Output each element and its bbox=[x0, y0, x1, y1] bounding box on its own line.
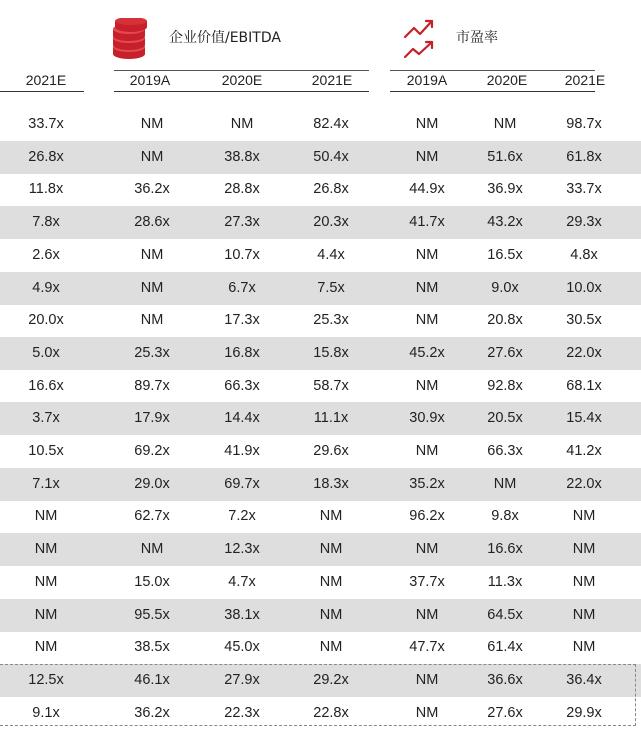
table-row bbox=[0, 173, 641, 206]
table-cell: 29.3x bbox=[566, 214, 602, 231]
table-row bbox=[0, 141, 641, 174]
table-cell: 16.6x bbox=[487, 541, 523, 558]
table-cell: 29.6x bbox=[313, 443, 349, 459]
table-row bbox=[0, 370, 641, 403]
table-cell: 15.0x bbox=[134, 573, 170, 590]
table-row bbox=[0, 108, 641, 141]
table-cell: NM bbox=[34, 508, 58, 525]
table-cell: 4.8x bbox=[570, 246, 598, 263]
table-cell: NM bbox=[572, 541, 596, 558]
col-header: 2021E bbox=[311, 72, 353, 88]
table-cell: NM bbox=[415, 279, 439, 296]
table-cell: 7.8x bbox=[32, 214, 60, 231]
table-cell: 36.4x bbox=[566, 671, 602, 688]
table-cell: 20.5x bbox=[487, 410, 523, 427]
table-row bbox=[0, 239, 641, 272]
header-rule bbox=[0, 91, 84, 92]
table-cell: 27.6x bbox=[487, 344, 523, 361]
table-cell: 45.2x bbox=[409, 344, 445, 361]
table-cell: 36.9x bbox=[487, 181, 523, 198]
table-row bbox=[0, 435, 641, 468]
table-cell: NM bbox=[415, 116, 439, 132]
table-cell: 29.2x bbox=[313, 671, 349, 688]
table-cell: 98.7x bbox=[566, 116, 602, 132]
col-header: 2020E bbox=[221, 72, 263, 88]
table-cell: 4.4x bbox=[317, 246, 345, 263]
table-row bbox=[0, 533, 641, 566]
table-cell: 11.1x bbox=[313, 410, 349, 427]
table-cell: 7.2x bbox=[228, 508, 256, 525]
table-cell: 7.5x bbox=[317, 279, 345, 296]
table-cell: 36.2x bbox=[134, 704, 170, 721]
table-cell: NM bbox=[319, 541, 343, 558]
table-cell: NM bbox=[493, 475, 517, 492]
table-row bbox=[0, 402, 641, 435]
table-cell: 22.3x bbox=[224, 704, 260, 721]
table-cell: 41.9x bbox=[224, 443, 260, 459]
table-cell: 12.3x bbox=[224, 541, 260, 558]
table-cell: NM bbox=[415, 148, 439, 165]
table-cell: 41.7x bbox=[409, 214, 445, 231]
table-cell: 15.4x bbox=[566, 410, 602, 427]
table-cell: 4.9x bbox=[32, 279, 60, 296]
table-cell: 6.7x bbox=[228, 279, 256, 296]
table-cell: NM bbox=[319, 573, 343, 590]
table-cell: 4.7x bbox=[228, 573, 256, 590]
table-cell: 38.8x bbox=[224, 148, 260, 165]
table-cell: 18.3x bbox=[313, 475, 349, 492]
table-cell: 89.7x bbox=[134, 377, 170, 394]
table-cell: NM bbox=[572, 573, 596, 590]
table-cell: NM bbox=[415, 443, 439, 459]
table-cell: NM bbox=[415, 541, 439, 558]
table-cell: 17.9x bbox=[134, 410, 170, 427]
table-cell: 33.7x bbox=[566, 181, 602, 198]
table-cell: 27.6x bbox=[487, 704, 523, 721]
table-cell: 82.4x bbox=[313, 116, 349, 132]
table-cell: NM bbox=[572, 606, 596, 623]
ev-ebitda-title: 企业价值/EBITDA bbox=[169, 30, 281, 46]
table-cell: 26.8x bbox=[313, 181, 349, 198]
table-cell: 26.8x bbox=[28, 148, 64, 165]
header-rule bbox=[390, 91, 595, 92]
ev-group-rule bbox=[114, 70, 369, 71]
trend-arrows-icon bbox=[402, 17, 442, 61]
table-cell: 28.8x bbox=[224, 181, 260, 198]
table-cell: NM bbox=[493, 116, 517, 132]
table-cell: 11.3x bbox=[487, 573, 523, 590]
table-cell: 37.7x bbox=[409, 573, 445, 590]
table-cell: 25.3x bbox=[134, 344, 170, 361]
table-cell: 29.0x bbox=[134, 475, 170, 492]
table-cell: 43.2x bbox=[487, 214, 523, 231]
table-row bbox=[0, 468, 641, 501]
table-cell: 96.2x bbox=[409, 508, 445, 525]
col-header: 2019A bbox=[129, 72, 171, 88]
table-cell: NM bbox=[319, 639, 343, 656]
table-cell: 58.7x bbox=[313, 377, 349, 394]
table-cell: 35.2x bbox=[409, 475, 445, 492]
table-cell: NM bbox=[140, 312, 164, 329]
table-cell: 2.6x bbox=[32, 246, 60, 263]
header-rule bbox=[114, 91, 369, 92]
table-cell: NM bbox=[140, 246, 164, 263]
table-cell: 16.8x bbox=[224, 344, 260, 361]
table-cell: 16.5x bbox=[487, 246, 523, 263]
table-cell: 20.0x bbox=[28, 312, 64, 329]
table-cell: 69.2x bbox=[134, 443, 170, 459]
table-cell: 9.0x bbox=[491, 279, 519, 296]
table-row bbox=[0, 500, 641, 533]
table-cell: NM bbox=[415, 377, 439, 394]
table-row bbox=[0, 631, 641, 664]
table-cell: 30.9x bbox=[409, 410, 445, 427]
table-cell: 33.7x bbox=[28, 116, 64, 132]
table-cell: 64.5x bbox=[487, 606, 523, 623]
table-cell: NM bbox=[572, 639, 596, 656]
table-cell: 20.8x bbox=[487, 312, 523, 329]
table-cell: 9.1x bbox=[32, 704, 60, 721]
table-cell: NM bbox=[415, 246, 439, 263]
col-header: 2021E bbox=[564, 72, 606, 88]
table-cell: 50.4x bbox=[313, 148, 349, 165]
col-header: 2019A bbox=[406, 72, 448, 88]
table-cell: 30.5x bbox=[566, 312, 602, 329]
table-cell: NM bbox=[415, 312, 439, 329]
table-cell: NM bbox=[319, 508, 343, 525]
table-cell: 46.1x bbox=[134, 671, 170, 688]
pe-group-rule bbox=[390, 70, 595, 71]
table-cell: NM bbox=[34, 606, 58, 623]
table-cell: 17.3x bbox=[224, 312, 260, 329]
table-cell: 69.7x bbox=[224, 475, 260, 492]
coin-stack-icon bbox=[106, 18, 154, 60]
table-cell: 95.5x bbox=[134, 606, 170, 623]
table-cell: NM bbox=[572, 508, 596, 525]
table-cell: 68.1x bbox=[566, 377, 602, 394]
table-cell: NM bbox=[34, 541, 58, 558]
table-cell: 44.9x bbox=[409, 181, 445, 198]
table-cell: NM bbox=[34, 639, 58, 656]
table-cell: 41.2x bbox=[566, 443, 602, 459]
table-cell: 10.0x bbox=[566, 279, 602, 296]
table-cell: NM bbox=[140, 116, 164, 132]
table-cell: 3.7x bbox=[32, 410, 60, 427]
table-cell: NM bbox=[319, 606, 343, 623]
table-row bbox=[0, 272, 641, 305]
table-cell: NM bbox=[140, 148, 164, 165]
table-cell: NM bbox=[415, 671, 439, 688]
table-cell: 5.0x bbox=[32, 344, 60, 361]
col-header: 2021E bbox=[25, 72, 67, 88]
table-cell: 61.4x bbox=[487, 639, 523, 656]
table-cell: 29.9x bbox=[566, 704, 602, 721]
table-cell: 27.9x bbox=[224, 671, 260, 688]
table-cell: 25.3x bbox=[313, 312, 349, 329]
table-cell: 9.8x bbox=[491, 508, 519, 525]
table-cell: NM bbox=[34, 573, 58, 590]
table-cell: 51.6x bbox=[487, 148, 523, 165]
table-cell: 45.0x bbox=[224, 639, 260, 656]
table-cell: 27.3x bbox=[224, 214, 260, 231]
dashed-highlight-box bbox=[0, 664, 636, 726]
table-cell: 22.0x bbox=[566, 344, 602, 361]
table-cell: 20.3x bbox=[313, 214, 349, 231]
table-cell: 36.6x bbox=[487, 671, 523, 688]
table-cell: 62.7x bbox=[134, 508, 170, 525]
table-cell: 22.8x bbox=[313, 704, 349, 721]
col-header: 2020E bbox=[486, 72, 528, 88]
table-row bbox=[0, 337, 641, 370]
pe-title: 市盈率 bbox=[456, 30, 498, 46]
table-cell: 92.8x bbox=[487, 377, 523, 394]
table-cell: 10.5x bbox=[28, 443, 64, 459]
table-cell: NM bbox=[415, 704, 439, 721]
table-cell: 11.8x bbox=[28, 181, 64, 198]
table-cell: NM bbox=[140, 279, 164, 296]
table-cell: 22.0x bbox=[566, 475, 602, 492]
table-cell: 14.4x bbox=[224, 410, 260, 427]
table-cell: 38.1x bbox=[224, 606, 260, 623]
table-cell: 66.3x bbox=[487, 443, 523, 459]
table-row bbox=[0, 566, 641, 599]
table-cell: 10.7x bbox=[224, 246, 260, 263]
table-row bbox=[0, 206, 641, 239]
table-cell: 16.6x bbox=[28, 377, 64, 394]
table-cell: NM bbox=[140, 541, 164, 558]
table-cell: 47.7x bbox=[409, 639, 445, 656]
table-cell: 66.3x bbox=[224, 377, 260, 394]
table-cell: 12.5x bbox=[28, 671, 64, 688]
table-cell: 15.8x bbox=[313, 344, 349, 361]
table-cell: 38.5x bbox=[134, 639, 170, 656]
table-row bbox=[0, 599, 641, 632]
table-cell: 7.1x bbox=[32, 475, 60, 492]
table-cell: 61.8x bbox=[566, 148, 602, 165]
table-cell: NM bbox=[230, 116, 254, 132]
table-row bbox=[0, 304, 641, 337]
table-cell: 28.6x bbox=[134, 214, 170, 231]
table-cell: 36.2x bbox=[134, 181, 170, 198]
table-cell: NM bbox=[415, 606, 439, 623]
